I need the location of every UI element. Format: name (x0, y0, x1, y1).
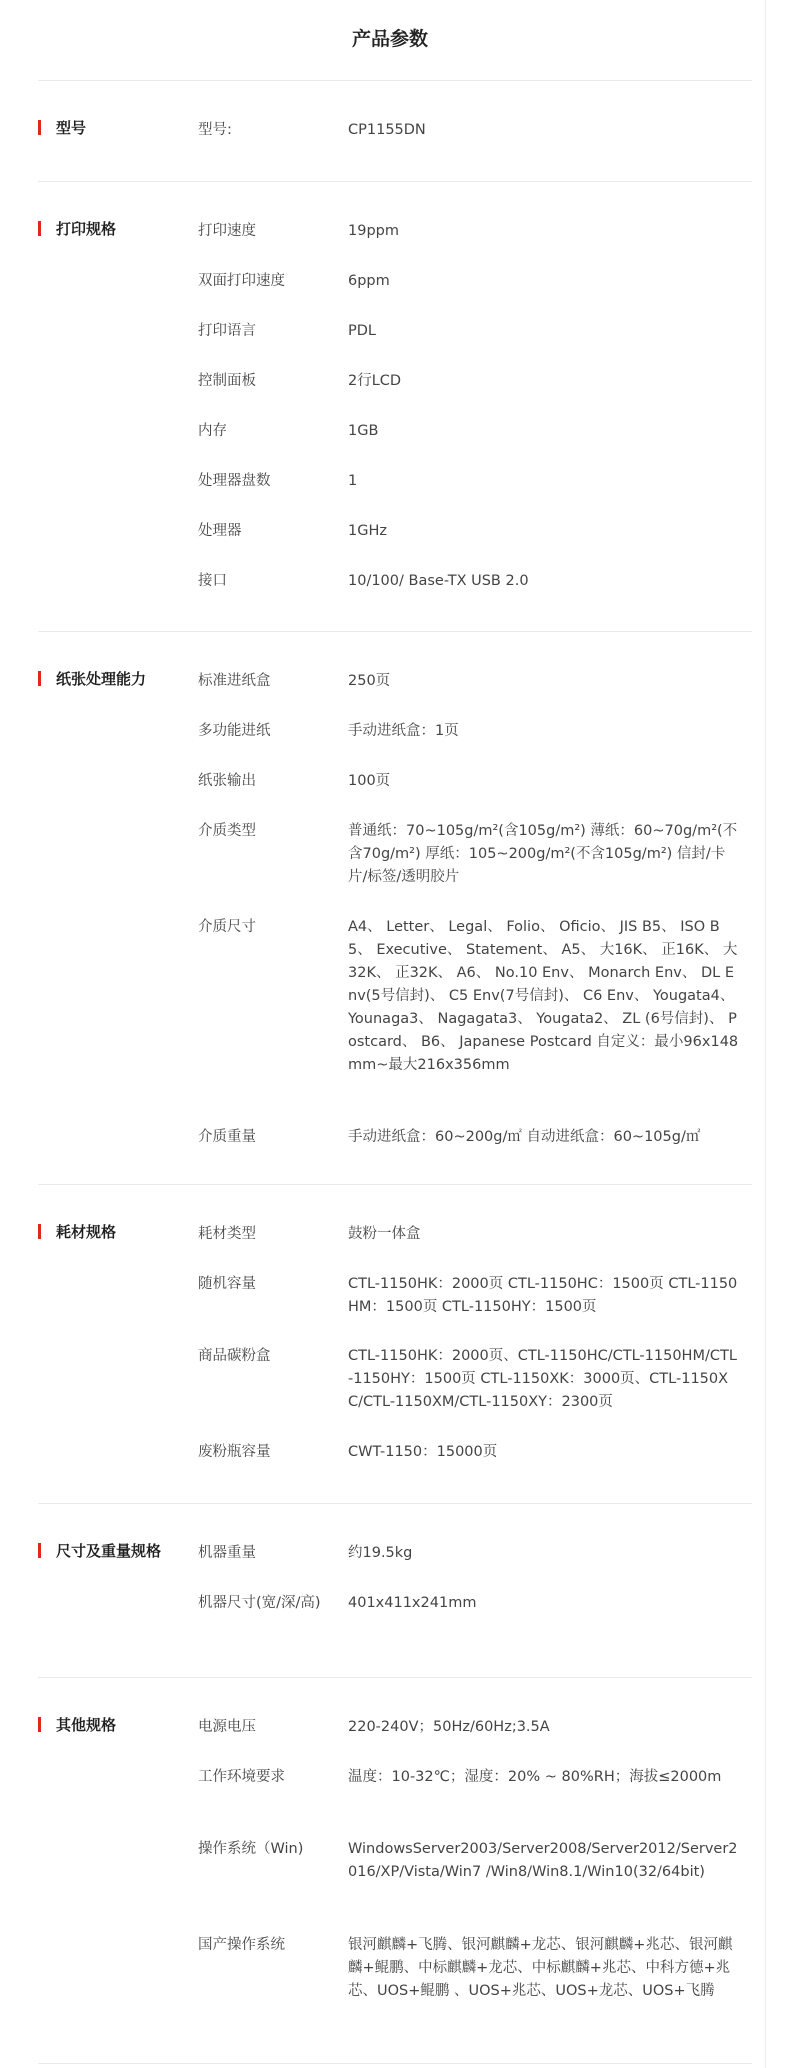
spec-label: 机器重量 (198, 1545, 256, 1561)
divider (38, 2063, 752, 2064)
section-header (38, 1714, 116, 1734)
accent-bar (38, 120, 41, 135)
divider (38, 631, 752, 632)
spec-value: PDL (348, 323, 376, 339)
accent-bar (38, 671, 41, 686)
spec-label: 机器尺寸(宽/深/高) (198, 1595, 321, 1611)
spec-value: CTL-1150HK：2000页、CTL-1150HC/CTL-1150HM/CTL-1150HY：1500页 CTL-1150XK：3000页、CTL-1150XC/CTL-1150XM/CTL-1150XY：2300页 (348, 1348, 737, 1410)
spec-value: 1 (348, 473, 358, 489)
spec-value: 普通纸：70~105g/m²(含105g/m²) 薄纸：60~70g/m²(不含70g/m²) 厚纸：105~200g/m²(不含105g/m²) 信封/卡片/标签/透明胶片 (348, 823, 738, 885)
spec-label: 双面打印速度 (198, 273, 285, 289)
spec-label: 打印速度 (198, 223, 256, 239)
spec-value: 1GB (348, 423, 379, 439)
accent-bar (38, 1224, 41, 1239)
spec-label: 控制面板 (198, 373, 256, 389)
accent-bar (38, 221, 41, 236)
divider (38, 181, 752, 182)
spec-value: WindowsServer2003/Server2008/Server2012/Server2016/XP/Vista/Win7 /Win8/Win8.1/Win10(32/64bit) (348, 1841, 738, 1880)
spec-label: 标准进纸盒 (198, 673, 271, 689)
spec-value: CP1155DN (348, 122, 426, 138)
section-title: 尺寸及重量规格 (56, 1541, 162, 1560)
product-params-panel (15, 0, 766, 2068)
spec-label: 型号: (198, 122, 232, 138)
accent-bar (38, 1717, 41, 1732)
section-title: 其他规格 (56, 1715, 117, 1734)
section-header (38, 218, 116, 238)
spec-value: 手动进纸盒：60~200g/㎡ 自动进纸盒：60~105g/㎡ (348, 1129, 701, 1145)
spec-value: CWT-1150：15000页 (348, 1444, 498, 1460)
section-title: 型号 (56, 118, 87, 137)
section-header (38, 668, 146, 688)
spec-value: 鼓粉一体盒 (348, 1226, 421, 1242)
spec-label: 处理器 (198, 523, 242, 539)
spec-label: 电源电压 (198, 1719, 256, 1735)
spec-value: 2行LCD (348, 373, 402, 389)
spec-label: 介质类型 (198, 823, 256, 839)
spec-value: 银河麒麟+飞腾、银河麒麟+龙芯、银河麒麟+兆芯、银河麒麟+鲲鹏、中标麒麟+龙芯、中标麒麟+兆芯、中科方德+兆芯、UOS+鲲鹏 、UOS+兆芯、UOS+龙芯、UOS+飞腾 (348, 1937, 733, 1999)
spec-value: CTL-1150HK：2000页 CTL-1150HC：1500页 CTL-1150HM：1500页 CTL-1150HY：1500页 (348, 1276, 738, 1315)
spec-label: 工作环境要求 (198, 1769, 285, 1785)
spec-label: 随机容量 (198, 1276, 256, 1292)
spec-value: 19ppm (348, 223, 399, 239)
spec-value: 1GHz (348, 523, 387, 539)
spec-label: 废粉瓶容量 (198, 1444, 271, 1460)
spec-value: 100页 (348, 773, 391, 789)
divider (38, 1503, 752, 1504)
accent-bar (38, 1543, 41, 1558)
section-title: 耗材规格 (56, 1222, 117, 1241)
spec-label: 介质尺寸 (198, 919, 256, 935)
spec-label: 耗材类型 (198, 1226, 256, 1242)
page-title: 产品参数 (351, 28, 428, 50)
spec-value: A4、 Letter、 Legal、 Folio、 Oficio、 JIS B5、 ISO B5、 Executive、 Statement、 A5、 大16K、 正16K、 大32K、 正32K、 A6、 No.10 Env、 Monarch Env、 DL Env(5号信封)、 C5 Env(7号信封)、 C6 Env、 Yougata4、 Younaga3、 Nagagata3、 Yougata2、 ZL (6号信封)、 Postcard、 B6、 Japanese Postcard 自定义：最小96x148mm~最大216x356mm (348, 919, 739, 1073)
spec-label: 内存 (198, 423, 227, 439)
spec-value: 401x411x241mm (348, 1595, 477, 1611)
spec-value: 6ppm (348, 273, 390, 289)
spec-value: 温度：10-32℃；湿度：20% ~ 80%RH；海拔≤2000m (348, 1769, 722, 1785)
spec-value: 手动进纸盒：1页 (348, 723, 459, 739)
spec-label: 国产操作系统 (198, 1937, 285, 1953)
spec-label: 打印语言 (198, 323, 256, 339)
section-title: 打印规格 (56, 219, 117, 238)
spec-value: 250页 (348, 673, 391, 689)
divider (38, 80, 752, 81)
spec-label: 介质重量 (198, 1129, 256, 1145)
spec-label: 操作系统（Win) (198, 1841, 304, 1857)
spec-label: 商品碳粉盒 (198, 1348, 271, 1364)
spec-value: 约19.5kg (348, 1545, 413, 1561)
spec-label: 接口 (198, 573, 227, 589)
spec-label: 纸张输出 (198, 773, 256, 789)
spec-label: 处理器盘数 (198, 473, 271, 489)
spec-label: 多功能进纸 (198, 723, 271, 739)
divider (38, 1184, 752, 1185)
section-header (38, 117, 86, 137)
divider (38, 1677, 752, 1678)
section-title: 纸张处理能力 (56, 669, 147, 688)
section-header (38, 1540, 161, 1560)
section-header (38, 1221, 116, 1241)
spec-value: 220-240V；50Hz/60Hz;3.5A (348, 1719, 550, 1735)
spec-value: 10/100/ Base-TX USB 2.0 (348, 573, 529, 589)
